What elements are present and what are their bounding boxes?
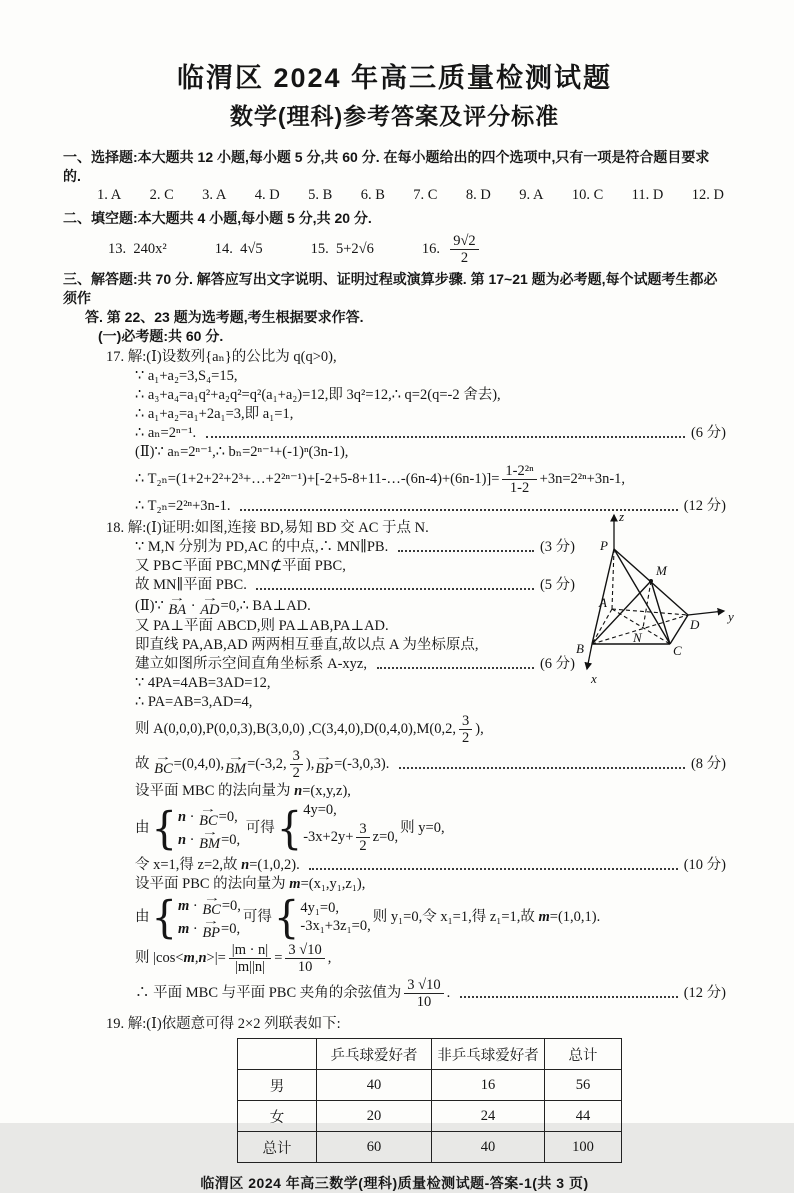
data-cell: 40 [432,1132,545,1163]
text-segment: 可得 [242,909,272,925]
fillin-answers-row [63,228,726,270]
vector-letters: BC [154,760,173,777]
text-segment: >|= [206,950,226,966]
text-segment: · [186,808,199,825]
vertex-label-N: N [633,630,642,645]
bold-vector-symbol: m [177,897,190,914]
equation-row [303,820,398,855]
solution-line [63,976,726,1011]
solution-line [63,576,575,595]
fraction-denominator: 1-2 [509,480,530,496]
solution-line [63,538,575,557]
axis-label-z: z [619,509,625,524]
text-segment: =(x,y,z), [302,783,351,799]
vector-letters: BA [168,602,187,618]
score-label: (10 分) [683,857,726,873]
vector [200,595,219,617]
solution-line [63,747,726,782]
text-segment: 建立如图所示空间直角坐标系 A-xyz, [135,656,371,672]
text-segment: 4y=0, [303,802,337,818]
vector [199,829,220,851]
text-segment: ∴ aₙ=2ⁿ⁻¹. [135,425,200,441]
data-cell: 24 [432,1101,545,1132]
vector-letters: BP [202,925,221,941]
text-segment: ∴ 平面 MBC 与平面 PBC 夹角的余弦值为 [135,985,402,1001]
choice-answer: 2. C [149,187,174,203]
solution-line [63,875,726,894]
text-segment: ∴ T₂ₙ=2²ⁿ+3n-1. [135,498,235,514]
vertex-label-M: M [656,563,667,578]
brace-icon: { [276,803,303,854]
fraction [229,942,271,975]
equation-system [273,892,371,943]
text-segment: 18. 解:(Ⅰ)证明:如图,连接 BD,易知 BD 交 AC 于点 N. [106,520,429,536]
text-segment: · [189,920,202,937]
fraction [285,942,324,975]
text-segment: 13. 240x² [108,240,167,257]
fraction-denominator: 10 [297,959,313,975]
fraction-numerator: 3 [290,748,303,765]
page-subtitle: 数学(理科)参考答案及评分标准 [229,103,560,129]
text-segment: 则 y=0, [400,820,445,836]
y-axis [688,611,724,615]
choice-answer: 12. D [691,187,724,203]
fillin-answer [108,241,167,258]
brace-icon: { [151,892,177,943]
dotted-leader [206,436,685,438]
data-cell: 44 [545,1101,622,1132]
text-segment: =(1,0,2). [249,857,304,873]
text-segment: 14. 4√5 [214,240,263,257]
fraction [404,977,443,1010]
text-segment: =(x₁,y₁,z₁), [300,876,366,892]
equation-system [151,803,241,854]
score-label: (12 分) [683,498,726,514]
text-segment: 又 PA⊥平面 ABCD,则 PA⊥AB,PA⊥AD. [135,618,389,634]
table-row [238,1070,622,1101]
text-segment: · [187,597,200,614]
solution-line [63,801,726,856]
score-label: (3 分) [539,539,575,555]
text-segment: 17. 解:(Ⅰ)设数列{aₙ}的公比为 q(q>0), [106,349,337,365]
equation-row [303,802,398,819]
equation-row [300,900,370,917]
data-cell: 100 [545,1132,622,1163]
fraction-denominator: 2 [359,838,367,854]
text-segment: 设平面 MBC 的法向量为 [135,783,295,799]
bold-vector-symbol: n [198,950,207,966]
text-segment: -3x+2y+ [303,829,354,845]
row-label-cell: 女 [238,1101,317,1132]
equation-row [178,918,241,940]
question17-solution [63,348,726,516]
vector-arrow-icon: → [202,916,220,927]
section3-subheader: (一)必考题:共 60 分. [98,328,224,344]
vector-letters: AD [200,602,220,618]
vector-arrow-icon: → [201,827,219,838]
choice-answers-row [63,186,726,205]
choice-answer: 10. C [571,187,604,203]
solution-line [63,712,726,747]
dotted-leader [398,550,534,552]
fraction-numerator: 3 [459,713,472,730]
text-segment: 又 PB⊂平面 PBC,MN⊄平面 PBC, [135,558,346,574]
text-segment: =0, [221,831,241,848]
table-header-cell: 总计 [545,1039,622,1070]
text-segment: 则 |cos< [135,950,184,966]
vector-letters: BC [202,902,221,918]
fillin-answer [422,232,482,267]
text-segment: · [189,897,202,914]
question19-intro: 19. 解:(Ⅰ)依题意可得 2×2 列联表如下: [106,1016,341,1032]
bold-vector-symbol: m [538,909,550,925]
fraction-numerator: 9√2 [450,233,478,250]
score-label: (5 分) [539,577,575,593]
text-segment: =(1,0,1). [549,909,601,925]
fraction [450,233,478,266]
text-segment: =0, [221,920,241,937]
vector [202,918,220,940]
vector-arrow-icon: → [315,751,333,763]
solution-line [63,367,726,386]
contingency-table [237,1038,622,1163]
bold-vector-symbol: n [177,808,187,825]
dotted-leader [399,767,685,769]
vector [315,751,334,777]
equation-row [178,806,240,828]
vector-arrow-icon: → [203,893,221,904]
score-label: (6 分) [690,425,726,441]
section3-header-line2: 答. 第 22、23 题为选考题,考生根据要求作答. [85,309,364,325]
fraction [290,748,303,781]
vector-letters: BM [225,760,247,777]
brace-icon: { [151,803,177,854]
text-segment: =0,∴ BA⊥AD. [220,597,311,614]
text-segment: =(-3,0,3). [334,756,394,772]
text-segment: (Ⅱ)∵ aₙ=2ⁿ⁻¹,∴ bₙ=2ⁿ⁻¹+(-1)ⁿ(3n-1), [135,444,349,460]
text-segment: ∵ 4PA=4AB=3AD=12, [135,675,271,691]
vector [202,895,221,917]
choice-answer: 9. A [519,187,544,203]
text-segment: 16. [421,240,448,257]
text-segment: ∴ a₁+a₂=a₁+2a₁=3,即 a₁=1, [135,406,294,422]
vector-letters: BP [315,760,334,777]
solution-line [63,856,726,875]
text-segment: ∵ M,N 分别为 PD,AC 的中点,∴ MN∥PB. [135,539,392,555]
section2-header: 二、填空题:本大题共 4 小题,每小题 5 分,共 20 分. [63,210,372,226]
score-label: (6 分) [539,656,575,672]
text-segment: = [274,950,283,966]
vertex-label-C: C [673,643,682,658]
fillin-answer [215,241,263,258]
text-segment: =(0,4,0), [173,756,225,772]
text-segment: , [327,950,332,966]
solution-line [63,424,726,443]
vertex-label-B: B [576,641,584,656]
equation-row [178,829,240,851]
text-segment: ∴ T₂ₙ=(1+2+2²+2³+…+2²ⁿ⁻¹)+[-2+5-8+11-…-(6n-4)+(6n-1)]= [135,471,500,487]
text-segment: 则 y₁=0,令 x₁=1,得 z₁=1,故 [372,909,539,925]
solution-line [63,655,575,674]
text-segment: z=0, [372,829,399,845]
data-cell: 56 [545,1070,622,1101]
section1-header: 一、选择题:本大题共 12 小题,每小题 5 分,共 60 分. 在每小题给出的四个选项中,只有一项是符合题目要求的. [63,149,710,184]
brace-icon: { [273,892,300,943]
data-cell: 40 [317,1070,432,1101]
text-segment: 由 [135,909,150,925]
row-label-cell: 男 [238,1070,317,1101]
text-segment: =(-3,2, [247,756,287,772]
table-row [238,1132,622,1163]
fraction-numerator: |m · n| [229,942,271,959]
text-segment: +3n=2²ⁿ+3n-1, [539,471,626,487]
solution-line [63,941,726,976]
bold-vector-symbol: m [289,876,301,892]
vector [154,751,173,777]
solution-line [63,443,726,462]
vector-arrow-icon: → [168,593,186,604]
text-segment: -3x₁+3z₁=0, [300,918,371,934]
bold-vector-symbol: n [294,783,303,799]
fraction-numerator: 1-2²ⁿ [502,463,536,480]
text-segment: ), [305,756,315,772]
text-segment: 由 [135,820,150,836]
text-segment: (Ⅱ)∵ [135,597,168,614]
choice-answer: 6. B [360,187,385,203]
text-segment: , [194,950,199,966]
equation-system-rows [178,895,241,940]
fillin-answer [311,241,374,258]
text-segment: =0, [221,897,241,914]
equation-row [300,918,370,935]
table-header-cell [238,1039,317,1070]
row-label-cell: 总计 [238,1132,317,1163]
vector [168,595,186,617]
question18-solution [63,509,734,1011]
solution-line [63,462,726,497]
fraction-numerator: 3 √10 [285,942,324,959]
choice-answer: 8. D [465,187,491,203]
section3-header-line1: 三、解答题:共 70 分. 解答应写出文字说明、证明过程或演算步骤. 第 17~21 题为必考题,每个试题考生都必须作 [63,271,718,306]
text-segment: 令 x=1,得 z=2,故 [135,857,242,873]
data-cell: 60 [317,1132,432,1163]
fraction-denominator: |m||n| [234,959,266,975]
equation-row [178,895,241,917]
fraction-numerator: 3 √10 [404,977,443,994]
text-segment: ), [475,721,484,737]
text-segment: 故 [135,756,154,772]
choice-answer: 3. A [202,187,227,203]
text-segment: =0, [218,808,238,825]
text-segment: ∴ a₃+a₄=a₁q²+a₂q²=q²(a₁+a₂)=12,即 3q²=12,∴ q=2(q=-2 舍去), [135,387,501,403]
dotted-leader [460,996,678,998]
equation-system [151,892,241,943]
page-footer: 临渭区 2024 年高三数学(理科)质量检测试题-答案-1(共 3 页) [200,1175,589,1191]
pyramid-geometry-figure [572,503,742,693]
score-label: (12 分) [683,985,726,1001]
text-segment: . [446,985,454,1001]
choice-answer: 7. C [413,187,438,203]
table-header-cell: 非乒乓球爱好者 [432,1039,545,1070]
vector-arrow-icon: → [199,804,217,815]
fraction-denominator: 2 [461,730,470,746]
data-cell: 20 [317,1101,432,1132]
choice-answer: 4. D [254,187,280,203]
vector-arrow-icon: → [154,751,172,763]
equation-system-rows [300,900,370,935]
fraction [356,821,369,854]
axis-label-y: y [728,609,734,624]
bold-vector-symbol: m [177,920,190,937]
x-axis [587,644,592,669]
solution-line [63,894,726,941]
axis-label-x: x [591,671,597,686]
solution-line [63,782,726,801]
vector-letters: BM [199,836,221,852]
vector [199,806,218,828]
bold-vector-symbol: n [177,831,187,848]
fraction [502,463,536,496]
table-header-row [238,1039,622,1070]
text-segment: 15. 5+2√6 [310,240,374,257]
point-M-dot [649,579,653,583]
text-segment: ∴ PA=AB=3,AD=4, [135,694,253,710]
equation-system-rows [303,802,398,855]
bold-vector-symbol: m [183,950,195,966]
fraction-denominator: 10 [416,994,432,1010]
solution-line [63,386,726,405]
choice-answer: 11. D [631,187,664,203]
choice-answer: 5. B [308,187,333,203]
vector-arrow-icon: → [227,751,245,763]
table-row [238,1101,622,1132]
equation-system [277,802,398,855]
vector [225,751,247,777]
text-segment: 设平面 PBC 的法向量为 [135,876,290,892]
fraction-numerator: 3 [356,821,369,838]
text-segment: 4y₁=0, [300,900,339,916]
choice-answer: 1. A [97,187,122,203]
vector-arrow-icon: → [201,593,219,604]
fraction-denominator: 2 [460,249,469,266]
fraction [459,713,472,746]
dotted-leader [377,667,534,669]
fraction-denominator: 2 [292,765,300,781]
dotted-leader [256,588,533,590]
text-segment: 故 MN∥平面 PBC. [135,577,251,593]
vertex-label-A: A [599,595,607,610]
text-segment: · [186,831,199,848]
bold-vector-symbol: n [241,857,250,873]
dotted-leader [309,868,677,870]
vertex-label-D: D [690,617,700,632]
solution-line [63,405,726,424]
score-label: (8 分) [690,756,726,772]
text-segment: 即直线 PA,AB,AD 两两相互垂直,故以点 A 为坐标原点, [135,637,479,653]
solution-line [63,348,726,367]
question19-solution [63,1015,726,1163]
text-segment: 可得 [242,820,275,836]
text-segment: 则 A(0,0,0),P(0,0,3),B(3,0,0) ,C(3,4,0),D(0,4,0),M(0,2, [135,721,456,737]
vector-letters: BC [199,813,218,829]
equation-system-rows [178,806,240,851]
table-header-cell: 乒乓球爱好者 [317,1039,432,1070]
text-segment: ∵ a₁+a₂=3,S₄=15, [135,368,238,384]
solution-line [63,693,726,712]
page-title: 临渭区 2024 年高三质量检测试题 [176,63,613,93]
vertex-label-P: P [600,538,608,553]
data-cell: 16 [432,1070,545,1101]
